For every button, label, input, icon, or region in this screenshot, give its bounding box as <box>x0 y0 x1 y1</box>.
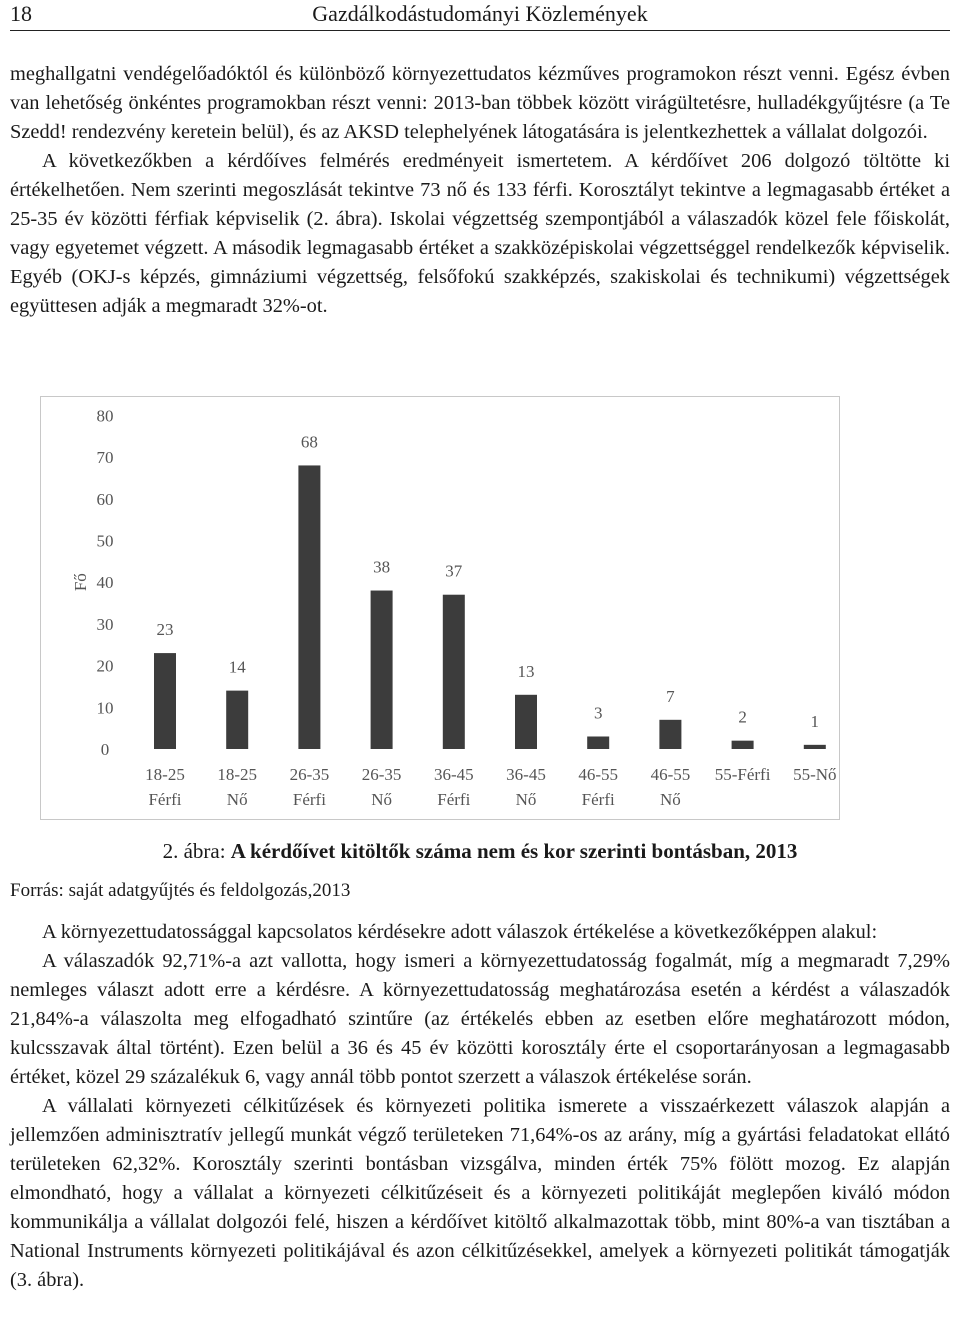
x-tick-label: 55-Nő <box>793 765 837 784</box>
x-tick-label: 26-35 <box>361 765 402 784</box>
page-header <box>10 0 950 31</box>
bar <box>443 595 465 749</box>
paragraph: A válaszadók 92,71%-a azt vallotta, hogy ismeri a környezettudatosság fogalmát, míg a megmaradt 7,29% nemleges választ adott erre a kérdésre. A környezettudatosság meghatározása esetén a kérdést a válaszadók 21,84%-a válaszolta meg elfogadható szintűre (az értékelés ebben az esetben előre meghatározott módon, kulcsszavak által történt). Ezen belül a 36 és 45 év közötti korosztály érte el csoportarányosan a legmagasabb értéket, közel 29 százalékuk 6, vagy annál több pontot szerzett a válaszok értékelése során. <box>10 950 950 1088</box>
data-label: 2 <box>738 707 747 727</box>
y-tick-label: 80 <box>96 406 114 426</box>
data-label: 14 <box>228 657 246 677</box>
bar <box>659 720 681 749</box>
x-tick-label: Férfi <box>581 790 615 809</box>
y-tick-label: 40 <box>96 573 114 593</box>
paragraph: meghallgatni vendégelőadóktól és különböző környezettudatos kézműves programokon részt venni. Egész évben van lehetőség önkéntes programokban részt venni: 2013-ban többek között virágültetésre, hulladékgyűjtésre (a Te Szedd! rendezvény keretein belül), és az AKSD telephelyének látogatására is jelentkezhettek a vállalat dolgozói. <box>10 63 950 143</box>
x-tick-label: 46-55 <box>650 765 691 784</box>
figure-number: 2. ábra: <box>162 839 231 863</box>
data-label: 68 <box>300 432 318 452</box>
data-label: 3 <box>593 703 603 723</box>
data-label: 38 <box>373 557 391 577</box>
data-label: 7 <box>666 686 675 706</box>
paragraph: A környezettudatossággal kapcsolatos kérdésekre adott válaszok értékelése a következőképpen alakul: <box>42 921 878 943</box>
x-tick-label: 46-55 <box>578 765 619 784</box>
data-label: 13 <box>517 661 535 681</box>
y-tick-label: 10 <box>96 698 114 718</box>
bar <box>587 736 609 749</box>
bar <box>154 653 176 749</box>
x-tick-label: Nő <box>371 790 392 809</box>
x-tick-label: Nő <box>226 790 248 809</box>
y-tick-label: 50 <box>96 531 114 551</box>
bar <box>732 741 754 749</box>
x-tick-label: 36-45 <box>433 765 474 784</box>
figure-caption <box>0 839 960 864</box>
x-tick-label: 55-Férfi <box>714 765 771 784</box>
bar <box>804 745 826 749</box>
figure-title: A kérdőívet kitöltők száma nem és kor szerinti bontásban, 2013 <box>230 839 798 863</box>
bar <box>298 465 320 749</box>
y-tick-label: 70 <box>96 448 114 468</box>
y-tick-label: 20 <box>96 656 114 676</box>
data-label: 23 <box>156 620 174 640</box>
x-tick-label: 18-25 <box>217 765 258 784</box>
body-text <box>10 918 950 1295</box>
x-tick-label: Nő <box>660 790 681 809</box>
data-label: 37 <box>445 561 463 581</box>
y-tick-label: 30 <box>96 614 114 634</box>
journal-title: Gazdálkodástudományi Közlemények <box>312 1 648 26</box>
y-tick-label: 60 <box>96 489 114 509</box>
page-number: 18 <box>10 1 32 26</box>
paragraph: A következőkben a kérdőíves felmérés eredményeit ismertetem. A kérdőívet 206 dolgozó töltötte ki értékelhetően. Nem szerinti megoszlását tekintve 73 nő és 133 férfi. Korosztályt tekintve a legmagasabb értéket a 25-35 év közötti férfiak képviselik (2. ábra). Iskolai végzettség szempontjából a válaszadók közel fele főiskolát, vagy egyetemet végzett. A második legmagasabb értéket a szakközépiskolai végzettséggel rendelkezők képviselik. Egyéb (OKJ-s képzés, gimnáziumi végzettség, felsőfokú szakképzés, szakiskolai és technikumi) végzettségek együttesen adják a megmaradt 32%-ot. <box>10 150 950 317</box>
x-tick-label: 36-45 <box>506 765 546 784</box>
x-tick-label: Férfi <box>148 790 182 809</box>
bar <box>371 591 393 749</box>
bar <box>515 695 537 749</box>
figure-source: Forrás: saját adatgyűjtés és feldolgozás,2013 <box>10 880 351 901</box>
bar <box>226 691 248 749</box>
x-tick-label: 26-35 <box>289 765 330 784</box>
x-tick-label: Nő <box>515 790 537 809</box>
intro-text <box>10 60 950 321</box>
y-tick-label: 0 <box>100 740 110 759</box>
paragraph: A vállalati környezeti célkitűzések és környezeti politika ismerete a visszaérkezett válaszok alapján a jellemzően adminisztratív jellegű munkát végző területeken 71,64%-os az arány, míg a gyártási feladatokat ellátó területeken 62,32%. Korosztály szerinti bontásban vizsgálva, minden érték 75% fölött mozog. Ez alapján elmondható, hogy a vállalat a környezeti célkitűzéseit és a környezeti politikáját meglepően kiváló módon kommunikálja a vállalat dolgozói felé, hiszen a kérdőívet kitöltő alkalmazottak több, mint 80%-a van tisztában a National Instruments környezeti politikájával és azon célkitűzésekkel, amelyek a környezeti politikát támogatják (3. ábra). <box>10 1095 950 1291</box>
y-axis-label: Fő <box>71 573 90 592</box>
data-label: 1 <box>810 711 820 731</box>
bar-chart <box>40 396 840 820</box>
x-tick-label: Férfi <box>437 790 471 809</box>
x-tick-label: 18-25 <box>145 765 185 784</box>
x-tick-label: Férfi <box>292 790 326 809</box>
